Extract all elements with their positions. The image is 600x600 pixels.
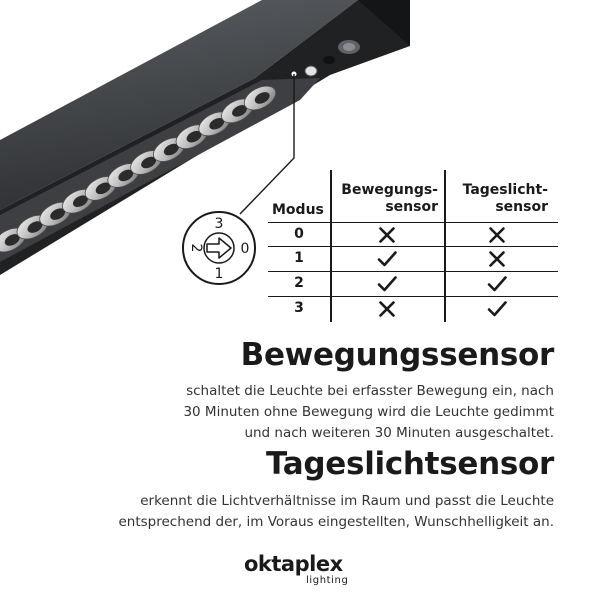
header-motion-sensor <box>334 182 438 216</box>
cross-icon <box>486 248 508 270</box>
motion-cell <box>376 248 398 270</box>
header-daylight-line1: Tageslicht- <box>462 182 548 198</box>
dial-label-bottom: 1 <box>214 266 224 282</box>
daylight-cell <box>486 248 508 270</box>
table-row <box>268 297 558 321</box>
brand-logo <box>244 552 364 592</box>
motion-sensor-heading: Bewegungssensor <box>240 337 554 373</box>
table-row <box>268 272 558 296</box>
motion-cell <box>376 273 398 295</box>
daylight-sensor-heading: Tageslichtsensor <box>265 446 554 482</box>
description-line: und nach weiteren 30 Minuten ausgeschaltet. <box>244 425 554 441</box>
motion-cell <box>376 298 398 320</box>
row-mode: 1 <box>294 250 304 266</box>
header-daylight-line2: sensor <box>495 199 548 215</box>
header-mode: Modus <box>272 202 324 218</box>
description-line: entsprechend der, im Voraus eingestellten, Wunschhelligkeit an. <box>118 514 554 530</box>
header-motion-line2: sensor <box>385 199 438 215</box>
check-icon <box>376 248 398 270</box>
description-line: 30 Minuten ohne Bewegung wird die Leuchte gedimmt <box>183 404 554 420</box>
brand-tagline: lighting <box>306 575 349 586</box>
header-daylight-sensor <box>448 182 548 216</box>
cross-icon <box>486 224 508 246</box>
dial-label-left: 2 <box>188 243 204 253</box>
daylight-sensor-description <box>74 491 554 533</box>
check-icon <box>486 298 508 320</box>
cross-icon <box>376 224 398 246</box>
daylight-cell <box>486 224 508 246</box>
header-motion-line1: Bewegungs- <box>341 182 438 198</box>
check-icon <box>376 273 398 295</box>
daylight-cell <box>486 298 508 320</box>
description-line: schaltet die Leuchte bei erfasster Bewegung ein, nach <box>186 383 554 399</box>
row-mode: 3 <box>294 300 304 316</box>
brand-name: oktaplex <box>244 552 343 576</box>
motion-cell <box>376 224 398 246</box>
sensor-mode-table <box>268 170 558 322</box>
daylight-cell <box>486 273 508 295</box>
mode-dial <box>183 212 255 284</box>
check-icon <box>486 273 508 295</box>
motion-sensor-description <box>74 381 554 444</box>
table-row <box>268 247 558 271</box>
table-row <box>268 223 558 247</box>
description-line: erkennt die Lichtverhältnisse im Raum und passt die Leuchte <box>140 493 554 509</box>
row-mode: 2 <box>294 275 304 291</box>
dial-label-right: 0 <box>240 241 250 257</box>
row-mode: 0 <box>294 226 304 242</box>
dial-label-top: 3 <box>214 216 224 232</box>
cross-icon <box>376 298 398 320</box>
